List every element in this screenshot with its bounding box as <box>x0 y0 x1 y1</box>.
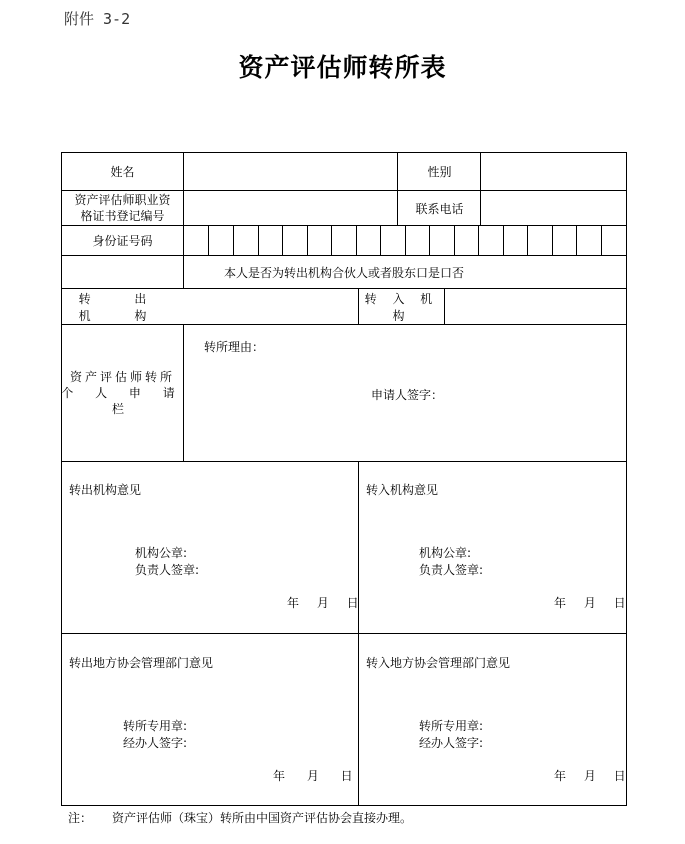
out-org-input[interactable] <box>184 289 358 324</box>
transfer-form <box>61 152 627 806</box>
form-title: 资产评估师转所表 <box>238 53 447 82</box>
out-opinion-title: 转出机构意见 <box>69 483 142 497</box>
cert-label <box>61 191 184 225</box>
in-org-label <box>359 289 444 324</box>
out-org-label <box>61 289 184 324</box>
in-org-seal-label: 机构公章: <box>419 546 472 560</box>
out-responsible-sign-label: 负责人签章: <box>135 563 200 577</box>
personal-label-line1: 资产评估师转所 <box>69 370 175 384</box>
in-org-label-text: 转 入 机 构 <box>364 291 439 323</box>
border-bottom <box>61 805 627 806</box>
phone-input[interactable] <box>481 191 626 225</box>
out-org-seal-label: 机构公章: <box>135 546 188 560</box>
name-label <box>61 152 184 191</box>
in-handler-sign-label: 经办人签字: <box>419 736 484 750</box>
phone-label <box>398 191 481 225</box>
personal-label-line2: 个 人 申 请 栏 <box>61 386 184 416</box>
gender-label-text: 性别 <box>427 165 452 179</box>
gender-label <box>398 152 481 191</box>
phone-label-text: 联系电话 <box>415 201 464 216</box>
border-right <box>626 152 627 806</box>
out-assoc-date: 年 月 日 <box>273 769 353 783</box>
reason-label: 转所理由： <box>204 340 265 354</box>
cert-label-line2: 格证书登记编号 <box>80 209 165 223</box>
partner-statement-text: 本人是否为转出机构合伙人或者股东口是口否 <box>223 265 464 280</box>
attachment-label: 附件 3-2 <box>64 10 131 28</box>
name-input[interactable] <box>184 153 397 190</box>
in-assoc-title: 转入地方协会管理部门意见 <box>366 656 511 670</box>
id-label-text: 身份证号码 <box>92 234 153 248</box>
cert-number-input[interactable] <box>184 191 397 225</box>
personal-label <box>61 325 184 461</box>
partner-statement <box>61 256 627 288</box>
in-assoc-date: 年 月 日 <box>554 769 626 783</box>
in-responsible-sign-label: 负责人签章: <box>419 563 484 577</box>
footnote <box>68 809 412 826</box>
name-label-text: 姓名 <box>110 165 135 179</box>
in-org-input[interactable] <box>445 289 626 324</box>
cert-label-line1: 资产评估师职业资 <box>74 193 171 207</box>
out-handler-sign-label: 经办人签字: <box>123 736 188 750</box>
out-org-date: 年 月 日 <box>287 596 359 610</box>
gender-input[interactable] <box>481 153 626 190</box>
applicant-sign-label: 申请人签字： <box>371 388 444 402</box>
in-opinion-title: 转入机构意见 <box>366 483 439 497</box>
out-org-label-text: 转 出 机 构 <box>78 291 167 323</box>
footnote-prefix: 注： <box>68 811 93 825</box>
out-special-seal-label: 转所专用章: <box>123 719 188 733</box>
footnote-text: 资产评估师（珠宝）转所由中国资产评估协会直接办理。 <box>112 811 413 825</box>
id-number-input[interactable] <box>184 226 626 255</box>
in-org-date: 年 月 日 <box>554 596 626 610</box>
id-label <box>61 226 184 255</box>
out-assoc-title: 转出地方协会管理部门意见 <box>69 656 214 670</box>
in-special-seal-label: 转所专用章: <box>419 719 484 733</box>
